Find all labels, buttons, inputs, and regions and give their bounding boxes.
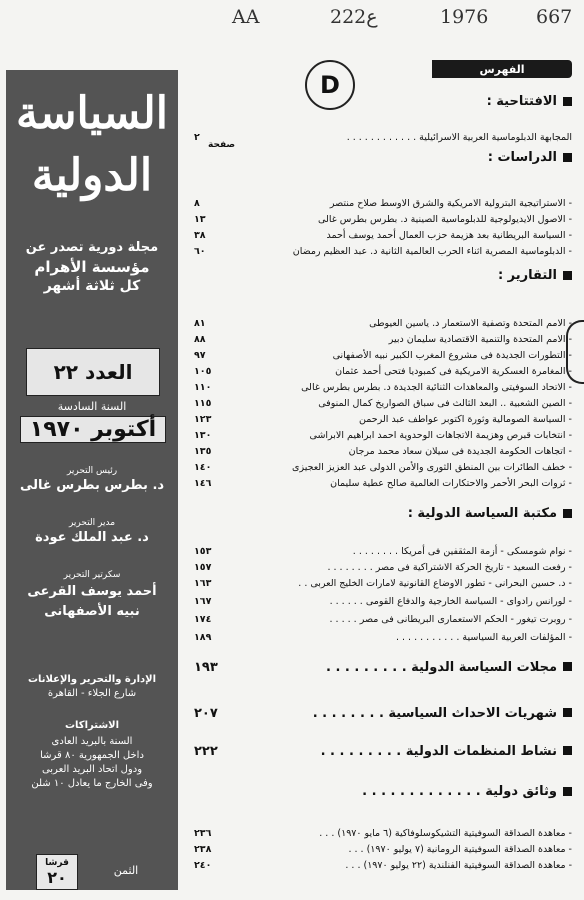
toc-entry: - الامم المتحدة وتصفية الاستعمار د. ياسين العيوطى ٨١ — [194, 318, 572, 329]
toc-entry: - السياسة البريطانية بعد هزيمة حزب العمال أحمد يوسف أحمد ٣٨ — [194, 230, 572, 241]
toc-tab: الفهرس — [432, 60, 572, 78]
section-organizations: نشاط المنظمات الدولية . . . . . . . . . ٢٢٢ — [194, 744, 572, 759]
toc-entry: - لورانس رادواى - السياسة الخارجية والدفاع القومى . . . . . . ١٦٧ — [194, 596, 572, 607]
toc-entry: - خطف الطائرات بين المنطق الثورى والأمن الدولى عبد العزيز العجيزى ١٤٠ — [194, 462, 572, 473]
secretary-name-1: أحمد يوسف القرعى — [27, 584, 157, 599]
magazine-title-line1: السياسة — [15, 88, 169, 139]
section-documents: وثائق دولية . . . . . . . . . . . . . — [362, 784, 572, 799]
square-bullet-icon — [563, 153, 572, 162]
square-bullet-icon — [563, 787, 572, 796]
price-value: ٢٠ — [47, 867, 67, 887]
subscriptions-line-4: وفى الخارج ما يعادل ١٠ شلن — [31, 778, 153, 789]
year-label: السنة السادسة — [57, 400, 127, 413]
price-word: الثمن — [113, 864, 139, 877]
subscriptions-label: الاشتراكات — [64, 720, 120, 731]
toc-entry: - معاهدة الصداقة السوفيتية التشيكوسلوفاكية (٦ مايو ١٩٧٠) . . . ٢٣٦ — [194, 828, 572, 839]
toc-entry: - د. حسين البحرانى - تطور الاوضاع القانونية لامارات الخليج العربى . . ١٦٣ — [194, 578, 572, 589]
toc-entry: - الاصول الايديولوجية للدبلوماسية الصينية د. بطرس بطرس غالى ١٣ — [194, 214, 572, 225]
toc-entry: - ثروات البحر الأحمر والاحتكارات العالمية صالح عطية سليمان ١٤٦ — [194, 478, 572, 489]
section-library: مكتبة السياسة الدولية : — [408, 506, 572, 521]
square-bullet-icon — [563, 97, 572, 106]
circle-stamp: D — [305, 60, 355, 110]
toc-entry: - نوام شومسكى - أزمة المثقفين فى أمريكا . . . . . . . . ١٥٣ — [194, 546, 572, 557]
square-bullet-icon — [563, 509, 572, 518]
toc-entry: المجابهة الدبلوماسية العربية الاسرائيلية . . . . . . . . . . . . ٢ — [194, 132, 572, 143]
toc-entry: - معاهدة الصداقة السوفيتية الرومانية (٧ يوليو ١٩٧٠) . . . ٢٣٨ — [194, 844, 572, 855]
admin-line-1: الإدارة والتحرير والإعلانات — [27, 674, 156, 685]
square-bullet-icon — [563, 271, 572, 280]
magazine-desc-2: مؤسسة الأهرام — [34, 258, 150, 276]
secretary-name-2: نبيه الأصفهانى — [44, 604, 140, 619]
subscriptions-line-2: داخل الجمهورية ٨٠ قرشا — [40, 750, 144, 761]
toc-entry: - السياسة الصومالية وثورة اكتوبر عواطف عبد الرحمن ١٢٣ — [194, 414, 572, 425]
handwritten-year: 1976 — [440, 6, 489, 28]
page-column-header: صفحة — [208, 140, 236, 150]
toc-entry: - الدبلوماسية المصرية اثناء الحرب العالمية الثانية د. عبد العظيم رمضان ٦٠ — [194, 246, 572, 257]
toc-entry: - روبرت تيغور - الحكم الاستعمارى البريطانى فى مصر . . . . . ١٧٤ — [194, 614, 572, 625]
deputy-label: مدير التحرير — [68, 518, 116, 528]
toc-entry: - الصين الشعبية .. البعد الثالث فى سباق الصواريخ كمال المنوفى ١١٥ — [194, 398, 572, 409]
toc-entry: - انتخابات قبرص وهزيمة الاتجاهات الوحدوية احمد ابراهيم الابراشى ١٣٠ — [194, 430, 572, 441]
toc-entry: - معاهدة الصداقة السوفيتية الفنلندية (٢٢ يوليو ١٩٧٠) . . . ٢٤٠ — [194, 860, 572, 871]
section-journals: مجلات السياسة الدولية . . . . . . . . . ١٩٣ — [194, 660, 572, 675]
magazine-desc-1: مجلة دورية تصدر عن — [25, 240, 159, 255]
magazine-title-line2: الدولية — [31, 150, 153, 201]
section-studies: الدراسات : — [488, 150, 572, 165]
toc-entry: - الاتحاد السوفيتى والمعاهدات الثنائية الجديدة د. بطرس بطرس غالى ١١٠ — [194, 382, 572, 393]
toc-entry: - التطورات الجديدة فى مشروع المغرب الكبير نبيه الأصفهانى ٩٧ — [194, 350, 572, 361]
magazine-desc-3: كل ثلاثة أشهر — [43, 278, 141, 294]
handwritten-ref: AA — [232, 6, 260, 28]
subscriptions-line-1: السنة بالبريد العادى — [51, 736, 133, 747]
toc-entry: - الاستراتيجية البترولية الامريكية والشرق الاوسط صلاح منتصر ٨ — [194, 198, 572, 209]
deputy-name: د. عبد الملك عودة — [35, 530, 149, 545]
handwritten-number: 667 — [536, 6, 573, 28]
toc-entry: - الامم المتحدة والتنمية الاقتصادية سليمان دبير ٨٨ — [194, 334, 572, 345]
admin-line-2: شارع الجلاء - القاهرة — [47, 688, 137, 699]
cover-sidebar — [6, 70, 178, 890]
price-box — [36, 854, 78, 890]
editor-label: رئيس التحرير — [66, 466, 118, 476]
square-bullet-icon — [563, 708, 572, 717]
subscriptions-line-3: ودول اتحاد البريد العربى — [41, 764, 143, 775]
secretary-label: سكرتير التحرير — [63, 570, 121, 580]
handwritten-code: 222ع — [330, 6, 378, 28]
editor-name: د. بطرس بطرس غالى — [19, 478, 165, 493]
section-reports: التقارير : — [498, 268, 572, 283]
toc-entry: - المغامرة العسكرية الامريكية فى كمبوديا فتحى أحمد عثمان ١٠٥ — [194, 366, 572, 377]
toc-entry: - رفعت السعيد - تاريخ الحركة الاشتراكية فى مصر . . . . . . . . ١٥٧ — [194, 562, 572, 573]
price-unit: قرشا — [45, 857, 69, 868]
square-bullet-icon — [563, 662, 572, 671]
issue-number-box: العدد ٢٢ — [26, 348, 160, 396]
issue-date: أكتوبر ١٩٧٠ — [20, 416, 166, 443]
section-monthly-events: شهريات الاحداث السياسية . . . . . . . . ٢٠٧ — [194, 706, 572, 721]
toc-entry: - المؤلفات العربية السياسية . . . . . . . . . . . ١٨٩ — [194, 632, 572, 643]
toc-entry: - اتجاهات الحكومة الجديدة فى سيلان سعاد محمد مرجان ١٣٥ — [194, 446, 572, 457]
section-editorial: الافتتاحية : — [487, 94, 572, 109]
square-bullet-icon — [563, 746, 572, 755]
